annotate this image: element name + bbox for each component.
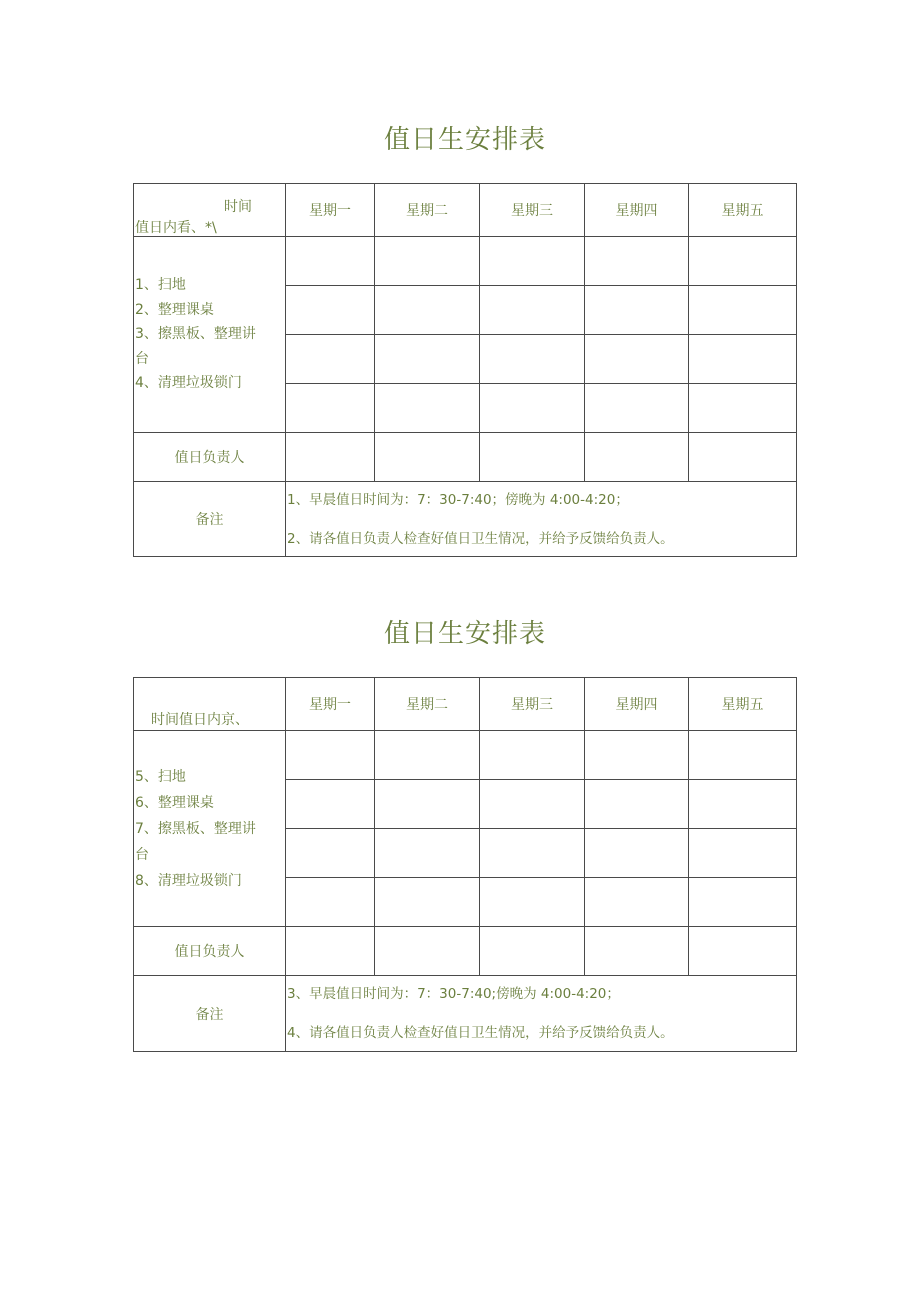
schedule-cell[interactable] [585, 878, 689, 927]
leader-cell[interactable] [689, 927, 797, 976]
schedule-cell[interactable] [375, 237, 480, 286]
task-item: 4、清理垃圾锁门 [135, 375, 242, 392]
schedule-cell[interactable] [480, 878, 585, 927]
notes-cell [286, 482, 797, 557]
day-header-friday: 星期五 [689, 184, 797, 237]
schedule-cell[interactable] [375, 780, 480, 829]
note-line: 1、早晨值日时间为：7：30-7:40；傍晚为 4:00-4:20； [287, 492, 629, 508]
corner-header-cell [134, 678, 286, 731]
task-list-cell [134, 731, 286, 927]
schedule-cell[interactable] [480, 237, 585, 286]
schedule-cell[interactable] [689, 878, 797, 927]
table-2-title: 值日生安排表 [383, 619, 546, 649]
notes-label: 备注 [134, 976, 286, 1052]
duty-table-1 [133, 183, 797, 557]
leader-cell[interactable] [480, 927, 585, 976]
leader-cell[interactable] [375, 927, 480, 976]
leader-cell[interactable] [585, 927, 689, 976]
schedule-cell[interactable] [585, 384, 689, 433]
day-header-friday: 星期五 [689, 678, 797, 731]
leader-cell[interactable] [286, 433, 375, 482]
schedule-cell[interactable] [375, 829, 480, 878]
schedule-cell[interactable] [375, 384, 480, 433]
note-line: 4、请各值日负责人检查好值日卫生情况，并给予反馈给负责人。 [287, 1025, 674, 1041]
schedule-cell[interactable] [286, 384, 375, 433]
leader-cell[interactable] [375, 433, 480, 482]
corner-header-cell [134, 184, 286, 237]
day-header-monday: 星期一 [286, 184, 375, 237]
schedule-cell[interactable] [480, 384, 585, 433]
task-item: 台 [135, 846, 149, 863]
day-header-tuesday: 星期二 [375, 184, 480, 237]
leader-cell[interactable] [286, 927, 375, 976]
duty-leader-label: 值日负责人 [134, 927, 286, 976]
leader-cell[interactable] [585, 433, 689, 482]
schedule-cell[interactable] [480, 731, 585, 780]
schedule-cell[interactable] [585, 731, 689, 780]
corner-time-label: 时间 [224, 199, 252, 215]
note-line: 3、早晨值日时间为：7：30-7:40;傍晚为 4:00-4:20； [287, 986, 620, 1002]
schedule-cell[interactable] [689, 829, 797, 878]
task-item: 8、清理垃圾锁门 [135, 872, 242, 889]
corner-content-label: 值日内看、*\ [135, 220, 217, 236]
schedule-cell[interactable] [286, 731, 375, 780]
corner-combined-label: 时间值日内京、 [151, 712, 249, 728]
schedule-cell[interactable] [480, 286, 585, 335]
schedule-cell[interactable] [689, 286, 797, 335]
task-list-cell [134, 237, 286, 433]
schedule-cell[interactable] [286, 878, 375, 927]
duty-table-2 [133, 677, 797, 1052]
day-header-tuesday: 星期二 [375, 678, 480, 731]
schedule-cell[interactable] [689, 335, 797, 384]
leader-cell[interactable] [480, 433, 585, 482]
schedule-cell[interactable] [375, 286, 480, 335]
schedule-cell[interactable] [375, 335, 480, 384]
schedule-cell[interactable] [689, 237, 797, 286]
task-item: 2、整理课桌 [135, 301, 214, 318]
schedule-cell[interactable] [585, 829, 689, 878]
leader-cell[interactable] [689, 433, 797, 482]
table-1-title: 值日生安排表 [383, 125, 546, 155]
schedule-cell[interactable] [689, 780, 797, 829]
task-item: 1、扫地 [135, 277, 186, 294]
schedule-cell[interactable] [585, 780, 689, 829]
schedule-cell[interactable] [480, 335, 585, 384]
duty-leader-label: 值日负责人 [134, 433, 286, 482]
schedule-cell[interactable] [286, 780, 375, 829]
schedule-cell[interactable] [286, 335, 375, 384]
day-header-thursday: 星期四 [585, 184, 689, 237]
notes-cell [286, 976, 797, 1052]
day-header-wednesday: 星期三 [480, 678, 585, 731]
day-header-monday: 星期一 [286, 678, 375, 731]
task-item: 台 [135, 350, 149, 367]
schedule-cell[interactable] [585, 335, 689, 384]
schedule-cell[interactable] [375, 878, 480, 927]
schedule-cell[interactable] [585, 237, 689, 286]
day-header-thursday: 星期四 [585, 678, 689, 731]
task-item: 6、整理课桌 [135, 794, 214, 811]
schedule-cell[interactable] [585, 286, 689, 335]
schedule-cell[interactable] [286, 237, 375, 286]
note-line: 2、请各值日负责人检查好值日卫生情况，并给予反馈给负责人。 [287, 531, 674, 547]
task-item: 7、擦黑板、整理讲 [135, 820, 256, 837]
schedule-cell[interactable] [689, 731, 797, 780]
schedule-cell[interactable] [375, 731, 480, 780]
schedule-cell[interactable] [480, 829, 585, 878]
schedule-cell[interactable] [286, 829, 375, 878]
notes-label: 备注 [134, 482, 286, 557]
task-item: 3、擦黑板、整理讲 [135, 326, 256, 343]
schedule-cell[interactable] [480, 780, 585, 829]
task-item: 5、扫地 [135, 768, 186, 785]
schedule-cell[interactable] [689, 384, 797, 433]
schedule-cell[interactable] [286, 286, 375, 335]
day-header-wednesday: 星期三 [480, 184, 585, 237]
